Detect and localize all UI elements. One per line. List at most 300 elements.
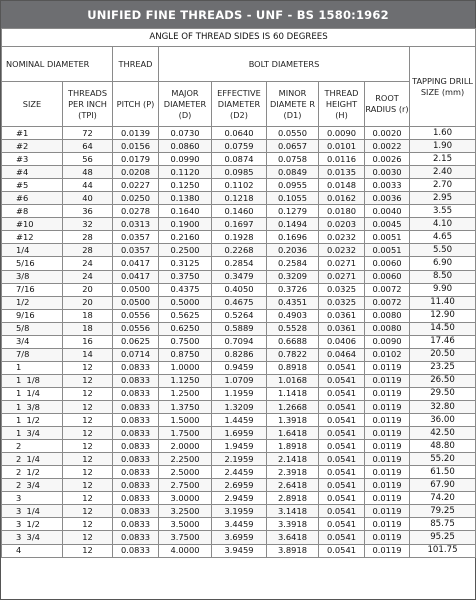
cell-root: 0.0080 [365,322,410,335]
cell-drill: 6.90 [410,257,476,270]
cell-minor: 3.3918 [267,518,319,531]
cell-minor: 0.0550 [267,127,319,140]
cell-tpi: 32 [63,218,113,231]
cell-size: 2 3/4 [2,479,63,492]
cell-tpi: 28 [63,231,113,244]
cell-root: 0.0119 [365,440,410,453]
cell-pitch: 0.0500 [113,296,159,309]
cell-drill: 4.65 [410,231,476,244]
cell-drill: 2.40 [410,166,476,179]
cell-major: 4.0000 [159,544,212,557]
cell-minor: 1.2668 [267,400,319,413]
cell-drill: 79.25 [410,505,476,518]
cell-tpi: 36 [63,205,113,218]
cell-height: 0.0541 [319,414,365,427]
cell-drill: 4.10 [410,218,476,231]
cell-minor: 3.8918 [267,544,319,557]
cell-tpi: 12 [63,479,113,492]
cell-root: 0.0119 [365,479,410,492]
cell-height: 0.0090 [319,127,365,140]
cell-effective: 2.1959 [212,453,267,466]
cell-root: 0.0022 [365,140,410,153]
cell-minor: 0.3726 [267,283,319,296]
cell-root: 0.0030 [365,166,410,179]
cell-major: 0.0730 [159,127,212,140]
cell-minor: 1.8918 [267,440,319,453]
cell-size: #3 [2,153,63,166]
cell-minor: 1.6418 [267,427,319,440]
cell-root: 0.0102 [365,348,410,361]
cell-pitch: 0.0625 [113,335,159,348]
table-row [2,414,476,427]
cell-effective: 0.0985 [212,166,267,179]
table-row [2,531,476,544]
cell-major: 2.5000 [159,466,212,479]
table-row [2,244,476,257]
header-major: MAJOR DIAMETER (D) [159,82,212,127]
cell-tpi: 12 [63,505,113,518]
cell-drill: 17.46 [410,335,476,348]
cell-height: 0.0180 [319,205,365,218]
cell-pitch: 0.0833 [113,492,159,505]
cell-root: 0.0026 [365,153,410,166]
cell-size: 1 [2,361,63,374]
cell-major: 0.0990 [159,153,212,166]
cell-root: 0.0119 [365,374,410,387]
cell-height: 0.0271 [319,270,365,283]
cell-effective: 0.7094 [212,335,267,348]
cell-minor: 2.1418 [267,453,319,466]
cell-drill: 85.75 [410,518,476,531]
cell-tpi: 24 [63,270,113,283]
cell-pitch: 0.0833 [113,427,159,440]
cell-drill: 8.50 [410,270,476,283]
cell-major: 0.1120 [159,166,212,179]
cell-major: 0.2500 [159,244,212,257]
header-height: THREAD HEIGHT (H) [319,82,365,127]
table-row [2,387,476,400]
cell-size: 1/4 [2,244,63,257]
cell-minor: 1.0168 [267,374,319,387]
cell-size: 1 3/8 [2,400,63,413]
cell-size: #10 [2,218,63,231]
cell-major: 0.3125 [159,257,212,270]
cell-minor: 0.0849 [267,166,319,179]
cell-effective: 2.6959 [212,479,267,492]
cell-major: 1.5000 [159,414,212,427]
cell-drill: 26.50 [410,374,476,387]
cell-minor: 2.6418 [267,479,319,492]
cell-effective: 0.0759 [212,140,267,153]
cell-major: 0.1900 [159,218,212,231]
cell-size: 1 1/2 [2,414,63,427]
cell-effective: 0.1102 [212,179,267,192]
cell-pitch: 0.0208 [113,166,159,179]
cell-root: 0.0119 [365,427,410,440]
cell-height: 0.0541 [319,361,365,374]
table-row [2,518,476,531]
cell-effective: 2.4459 [212,466,267,479]
cell-root: 0.0060 [365,257,410,270]
cell-effective: 0.0874 [212,153,267,166]
cell-tpi: 20 [63,296,113,309]
cell-minor: 0.6688 [267,335,319,348]
table-row [2,179,476,192]
cell-effective: 0.9459 [212,361,267,374]
table-row [2,492,476,505]
cell-tpi: 12 [63,374,113,387]
header-size: SIZE [2,82,63,127]
table-row [2,283,476,296]
cell-major: 0.7500 [159,335,212,348]
cell-height: 0.0541 [319,400,365,413]
cell-size: 7/16 [2,283,63,296]
table-row [2,140,476,153]
cell-major: 0.1250 [159,179,212,192]
cell-pitch: 0.0833 [113,479,159,492]
cell-drill: 29.50 [410,387,476,400]
cell-major: 1.0000 [159,361,212,374]
cell-drill: 2.70 [410,179,476,192]
cell-size: 2 [2,440,63,453]
header-drill: TAPPING DRILL SIZE (mm) [410,47,476,127]
cell-drill: 32.80 [410,400,476,413]
cell-drill: 9.90 [410,283,476,296]
cell-size: 5/16 [2,257,63,270]
cell-root: 0.0072 [365,283,410,296]
cell-size: 7/8 [2,348,63,361]
cell-height: 0.0541 [319,427,365,440]
cell-pitch: 0.0833 [113,374,159,387]
cell-pitch: 0.0500 [113,283,159,296]
table-row [2,322,476,335]
cell-height: 0.0541 [319,479,365,492]
cell-height: 0.0101 [319,140,365,153]
cell-drill: 48.80 [410,440,476,453]
cell-pitch: 0.0227 [113,179,159,192]
cell-pitch: 0.0179 [113,153,159,166]
table-row [2,505,476,518]
table-row [2,374,476,387]
table-row [2,127,476,140]
cell-tpi: 44 [63,179,113,192]
cell-major: 3.7500 [159,531,212,544]
cell-pitch: 0.0357 [113,231,159,244]
cell-height: 0.0148 [319,179,365,192]
cell-effective: 0.1697 [212,218,267,231]
cell-tpi: 16 [63,335,113,348]
table-body [2,127,476,558]
cell-minor: 0.4351 [267,296,319,309]
cell-pitch: 0.0833 [113,387,159,400]
cell-effective: 0.4675 [212,296,267,309]
header-nominal: NOMINAL DIAMETER [2,47,113,82]
table-row [2,335,476,348]
cell-root: 0.0119 [365,453,410,466]
cell-effective: 1.0709 [212,374,267,387]
cell-height: 0.0541 [319,466,365,479]
cell-height: 0.0162 [319,192,365,205]
cell-height: 0.0464 [319,348,365,361]
cell-height: 0.0406 [319,335,365,348]
cell-size: 5/8 [2,322,63,335]
cell-root: 0.0119 [365,414,410,427]
cell-tpi: 40 [63,192,113,205]
table-row [2,309,476,322]
cell-effective: 0.0640 [212,127,267,140]
cell-tpi: 28 [63,244,113,257]
cell-effective: 0.5889 [212,322,267,335]
cell-root: 0.0090 [365,335,410,348]
cell-drill: 1.60 [410,127,476,140]
cell-root: 0.0119 [365,400,410,413]
cell-minor: 0.2036 [267,244,319,257]
table-row [2,166,476,179]
cell-root: 0.0033 [365,179,410,192]
cell-tpi: 12 [63,427,113,440]
cell-drill: 42.50 [410,427,476,440]
cell-major: 0.3750 [159,270,212,283]
table-row [2,231,476,244]
table-row [2,296,476,309]
cell-root: 0.0080 [365,309,410,322]
cell-effective: 0.8286 [212,348,267,361]
cell-root: 0.0119 [365,466,410,479]
cell-size: 3 1/2 [2,518,63,531]
cell-tpi: 12 [63,544,113,557]
cell-drill: 5.50 [410,244,476,257]
cell-drill: 36.00 [410,414,476,427]
cell-height: 0.0541 [319,505,365,518]
table-row [2,205,476,218]
cell-major: 1.7500 [159,427,212,440]
cell-drill: 14.50 [410,322,476,335]
cell-major: 1.2500 [159,387,212,400]
cell-drill: 20.50 [410,348,476,361]
cell-pitch: 0.0139 [113,127,159,140]
cell-major: 0.5625 [159,309,212,322]
cell-pitch: 0.0833 [113,361,159,374]
cell-drill: 55.20 [410,453,476,466]
cell-pitch: 0.0833 [113,531,159,544]
cell-major: 3.5000 [159,518,212,531]
cell-root: 0.0119 [365,518,410,531]
cell-minor: 3.6418 [267,531,319,544]
cell-major: 0.2160 [159,231,212,244]
table-row [2,153,476,166]
cell-pitch: 0.0556 [113,309,159,322]
cell-major: 0.4375 [159,283,212,296]
cell-tpi: 18 [63,309,113,322]
cell-effective: 0.3479 [212,270,267,283]
cell-minor: 0.8918 [267,361,319,374]
cell-tpi: 12 [63,466,113,479]
cell-pitch: 0.0833 [113,518,159,531]
cell-size: #1 [2,127,63,140]
cell-tpi: 48 [63,166,113,179]
cell-major: 2.2500 [159,453,212,466]
cell-effective: 1.6959 [212,427,267,440]
cell-tpi: 14 [63,348,113,361]
cell-tpi: 12 [63,361,113,374]
cell-root: 0.0051 [365,244,410,257]
cell-effective: 0.1460 [212,205,267,218]
table-row [2,440,476,453]
cell-size: 3 3/4 [2,531,63,544]
cell-tpi: 12 [63,440,113,453]
cell-root: 0.0119 [365,492,410,505]
cell-effective: 1.9459 [212,440,267,453]
cell-height: 0.0541 [319,374,365,387]
cell-height: 0.0116 [319,153,365,166]
cell-pitch: 0.0250 [113,192,159,205]
cell-height: 0.0541 [319,440,365,453]
cell-major: 1.1250 [159,374,212,387]
cell-pitch: 0.0156 [113,140,159,153]
table-row [2,453,476,466]
cell-size: #2 [2,140,63,153]
cell-size: 1 3/4 [2,427,63,440]
cell-size: 2 1/2 [2,466,63,479]
cell-tpi: 20 [63,283,113,296]
cell-tpi: 12 [63,453,113,466]
cell-minor: 2.3918 [267,466,319,479]
cell-height: 0.0541 [319,453,365,466]
cell-major: 0.6250 [159,322,212,335]
cell-effective: 3.6959 [212,531,267,544]
cell-pitch: 0.0833 [113,453,159,466]
cell-major: 2.0000 [159,440,212,453]
cell-tpi: 12 [63,492,113,505]
cell-minor: 0.2584 [267,257,319,270]
cell-drill: 1.90 [410,140,476,153]
cell-root: 0.0119 [365,544,410,557]
cell-pitch: 0.0417 [113,270,159,283]
cell-pitch: 0.0833 [113,466,159,479]
cell-minor: 0.0758 [267,153,319,166]
cell-height: 0.0271 [319,257,365,270]
cell-major: 2.7500 [159,479,212,492]
cell-size: 1 1/4 [2,387,63,400]
cell-tpi: 12 [63,531,113,544]
cell-pitch: 0.0556 [113,322,159,335]
cell-minor: 0.0657 [267,140,319,153]
cell-minor: 3.1418 [267,505,319,518]
cell-drill: 2.15 [410,153,476,166]
header-minor: MINOR DIAMETE R (D1) [267,82,319,127]
table-row [2,218,476,231]
cell-size: 1 1/8 [2,374,63,387]
cell-pitch: 0.0833 [113,400,159,413]
cell-effective: 1.1959 [212,387,267,400]
cell-size: #12 [2,231,63,244]
cell-tpi: 72 [63,127,113,140]
cell-minor: 0.3209 [267,270,319,283]
cell-tpi: 12 [63,400,113,413]
cell-minor: 0.1494 [267,218,319,231]
cell-minor: 1.1418 [267,387,319,400]
cell-tpi: 12 [63,518,113,531]
cell-pitch: 0.0714 [113,348,159,361]
cell-drill: 61.50 [410,466,476,479]
cell-root: 0.0040 [365,205,410,218]
table-row [2,270,476,283]
cell-drill: 3.55 [410,205,476,218]
cell-minor: 0.0955 [267,179,319,192]
cell-pitch: 0.0833 [113,505,159,518]
cell-effective: 0.1218 [212,192,267,205]
cell-effective: 0.1928 [212,231,267,244]
cell-root: 0.0119 [365,531,410,544]
cell-effective: 3.9459 [212,544,267,557]
cell-minor: 0.1696 [267,231,319,244]
table-row [2,400,476,413]
cell-tpi: 56 [63,153,113,166]
table-row [2,361,476,374]
cell-root: 0.0060 [365,270,410,283]
cell-effective: 1.4459 [212,414,267,427]
cell-height: 0.0361 [319,322,365,335]
cell-major: 1.3750 [159,400,212,413]
cell-tpi: 18 [63,322,113,335]
cell-height: 0.0361 [319,309,365,322]
cell-root: 0.0119 [365,387,410,400]
cell-pitch: 0.0833 [113,440,159,453]
cell-tpi: 64 [63,140,113,153]
cell-size: 3/4 [2,335,63,348]
cell-size: 9/16 [2,309,63,322]
header-thread: THREAD [113,47,159,82]
cell-effective: 0.2854 [212,257,267,270]
table-row [2,257,476,270]
cell-major: 0.8750 [159,348,212,361]
cell-minor: 0.1279 [267,205,319,218]
cell-minor: 0.1055 [267,192,319,205]
cell-tpi: 12 [63,414,113,427]
header-effective: EFFECTIVE DIAMETER (D2) [212,82,267,127]
cell-minor: 0.5528 [267,322,319,335]
cell-root: 0.0036 [365,192,410,205]
cell-root: 0.0119 [365,505,410,518]
table-row [2,466,476,479]
cell-size: 3/8 [2,270,63,283]
cell-root: 0.0020 [365,127,410,140]
cell-drill: 23.25 [410,361,476,374]
cell-root: 0.0072 [365,296,410,309]
cell-root: 0.0045 [365,218,410,231]
table-row [2,479,476,492]
cell-effective: 2.9459 [212,492,267,505]
cell-height: 0.0541 [319,544,365,557]
cell-height: 0.0541 [319,531,365,544]
cell-effective: 3.4459 [212,518,267,531]
table-row [2,544,476,557]
cell-height: 0.0541 [319,518,365,531]
header-root: ROOT RADIUS (r) [365,82,410,127]
cell-drill: 11.40 [410,296,476,309]
cell-size: 3 1/4 [2,505,63,518]
cell-height: 0.0541 [319,387,365,400]
table-row [2,348,476,361]
cell-drill: 74.20 [410,492,476,505]
header-pitch: PITCH (P) [113,82,159,127]
cell-height: 0.0135 [319,166,365,179]
cell-size: #6 [2,192,63,205]
cell-effective: 3.1959 [212,505,267,518]
cell-pitch: 0.0357 [113,244,159,257]
cell-height: 0.0325 [319,296,365,309]
cell-size: 3 [2,492,63,505]
